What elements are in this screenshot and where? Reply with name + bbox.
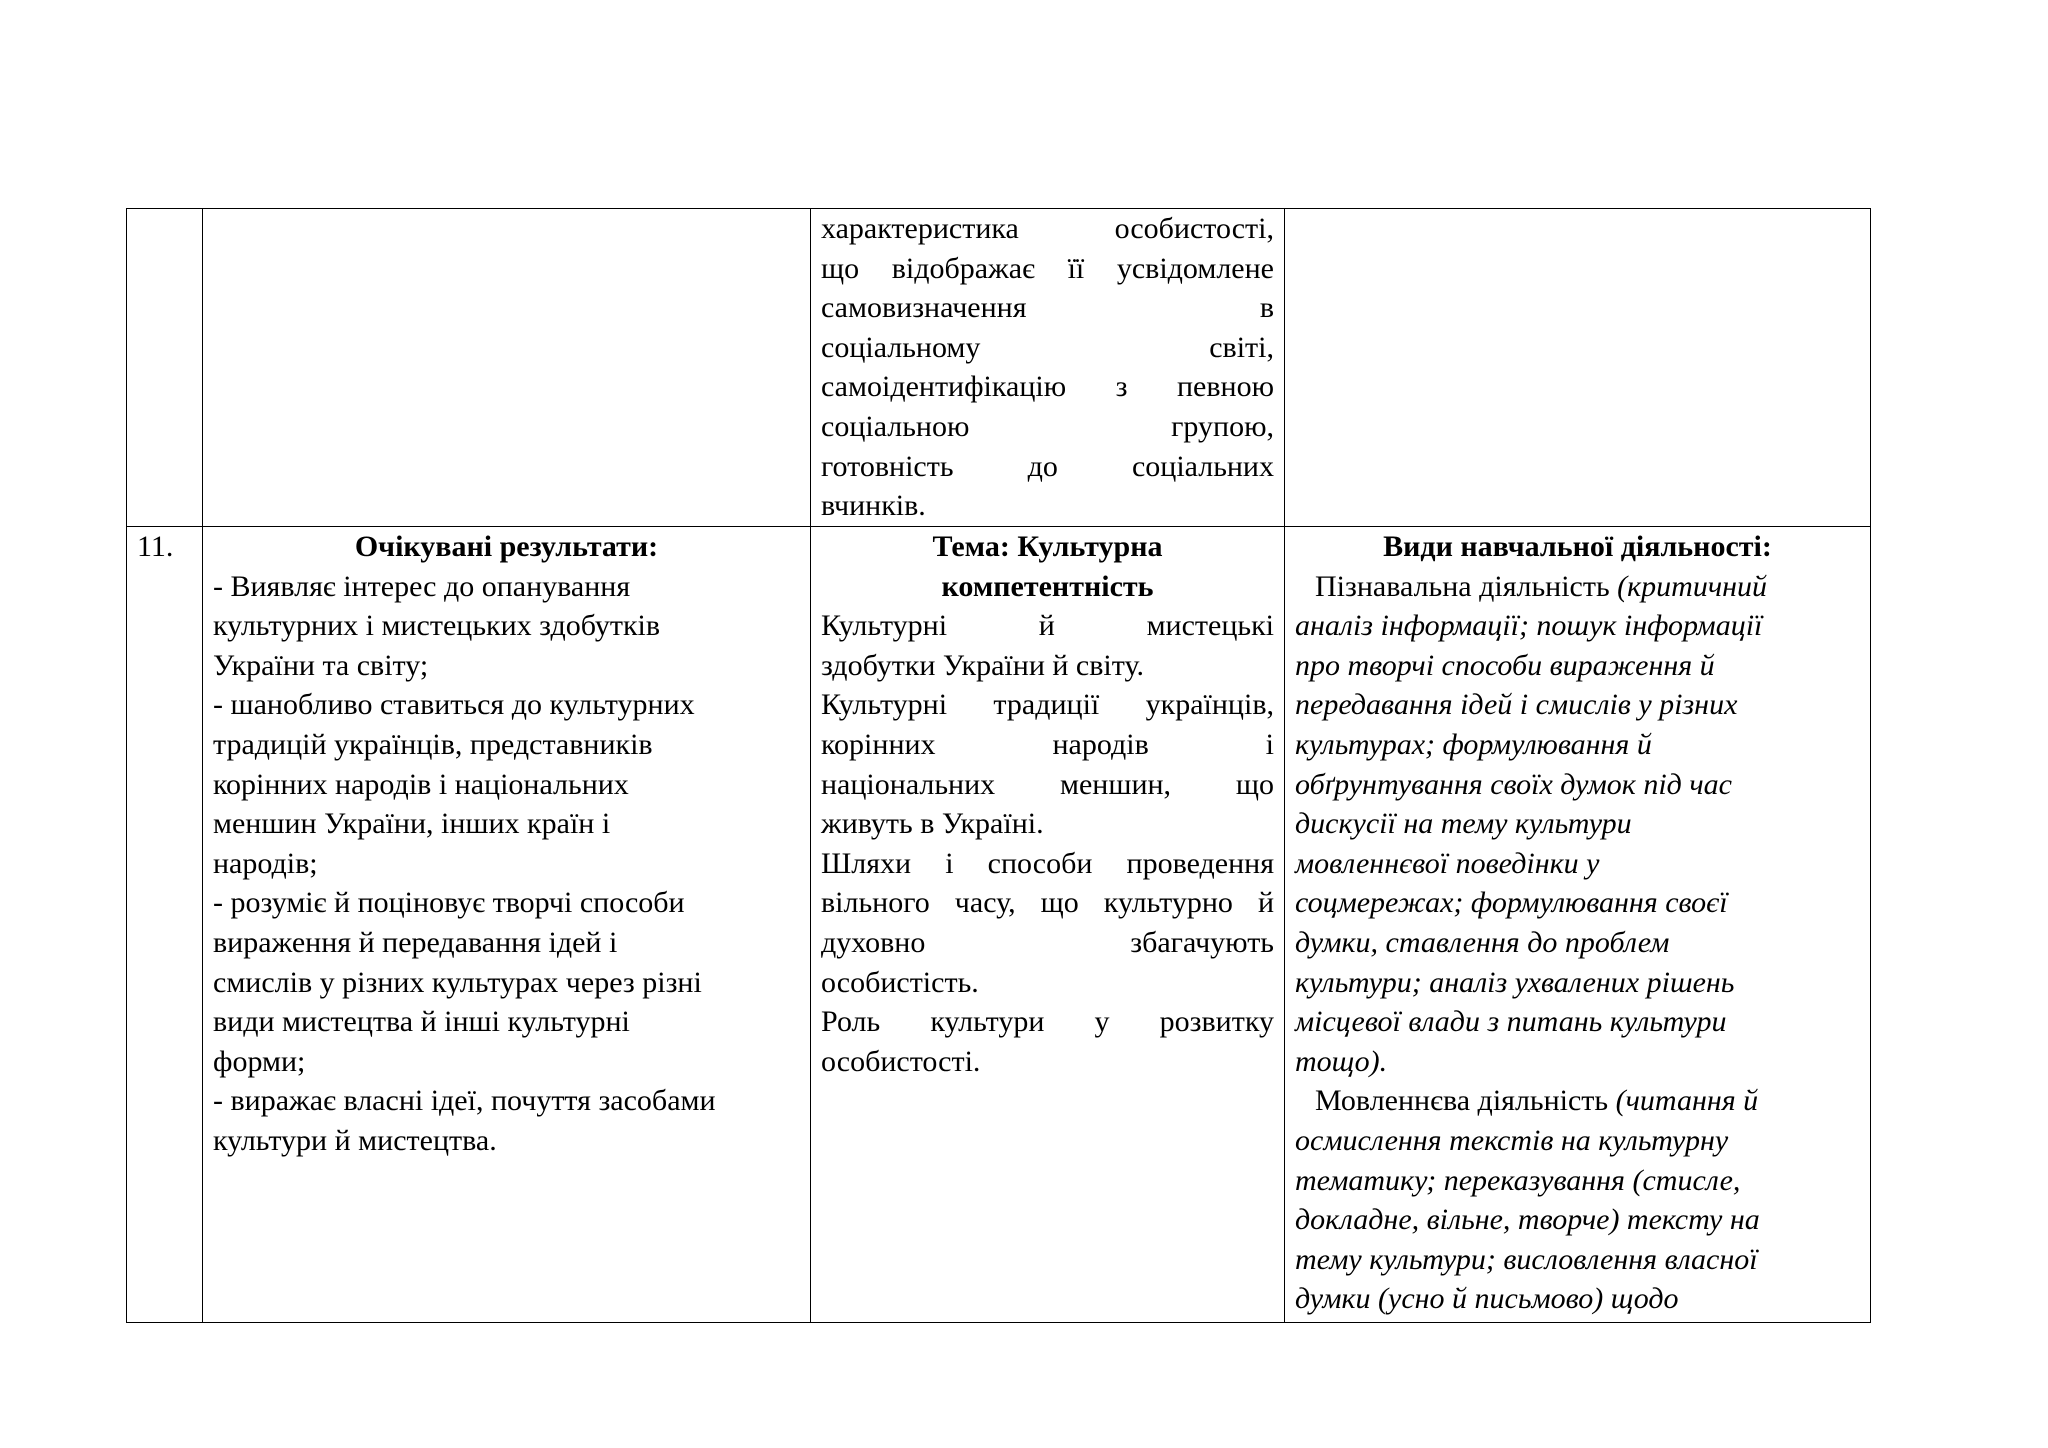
topic-line: корінних народів і <box>821 727 1274 761</box>
table-row-11 <box>127 527 1871 1323</box>
topic-line: характеристика особистості, <box>821 212 1274 245</box>
table-row-continuation <box>127 209 1871 527</box>
activities-cell <box>1285 527 1871 1323</box>
topic-heading-line1: Тема: Культурна <box>932 530 1163 563</box>
activities-italic: (читання й <box>1615 1084 1759 1118</box>
speech-activity-label: Мовленнєва діяльність <box>1315 1084 1609 1118</box>
topic-line: здобутки України й світу. <box>821 648 1144 682</box>
cognitive-activity-label: Пізнавальна діяльність <box>1315 569 1610 603</box>
activities-line: культури; аналіз ухвалених рішень <box>1295 965 1735 999</box>
activities-line <box>1295 567 1860 607</box>
results-line: - розуміє й поціновує творчі способи <box>213 886 685 920</box>
results-line: народів; <box>213 846 318 880</box>
topic-line: живуть в Україні. <box>821 807 1044 841</box>
activities-line: соцмережах; формулювання своєї <box>1295 886 1728 920</box>
results-line: традицій українців, представників <box>213 727 653 761</box>
number-cell-empty <box>127 209 203 527</box>
results-line: - виражає власні ідеї, почуття засобами <box>213 1084 716 1118</box>
activities-line: думки, ставлення до проблем <box>1295 925 1670 959</box>
curriculum-table <box>126 208 1871 1323</box>
activities-line: думки (усно й письмово) щодо <box>1295 1282 1679 1316</box>
activities-line: дискусії на тему культури <box>1295 807 1632 841</box>
topic-line: Культурні й мистецькі <box>821 609 1274 643</box>
activities-italic: (критичний <box>1617 569 1768 603</box>
topic-line: соціальною групою, <box>821 409 1274 443</box>
activities-heading: Види навчальної діяльності: <box>1383 530 1772 563</box>
topic-cell-continuation <box>811 209 1285 527</box>
topic-line: Культурні традиції українців, <box>821 688 1274 722</box>
results-line: - шанобливо ставиться до культурних <box>213 688 695 722</box>
topic-line: особистості. <box>821 1044 981 1078</box>
activities-line: осмислення текстів на культурну <box>1295 1123 1729 1157</box>
activities-line: культурах; формулювання й <box>1295 727 1652 761</box>
results-line: корінних народів і національних <box>213 767 629 801</box>
activities-line: місцевої влади з питань культури <box>1295 1005 1727 1039</box>
topic-line: соціальному світі, <box>821 330 1274 364</box>
topic-line: готовність до соціальних <box>821 449 1274 483</box>
activities-line: тематику; переказування (стисле, <box>1295 1163 1741 1197</box>
topic-heading-line2: компетентність <box>941 569 1154 603</box>
activities-line: тему культури; висловлення власної <box>1295 1242 1758 1276</box>
activities-line <box>1295 1081 1860 1121</box>
results-line: види мистецтва й інші культурні <box>213 1005 630 1039</box>
results-cell <box>203 527 811 1323</box>
topic-line: самовизначення в <box>821 291 1274 325</box>
topic-line: духовно збагачують <box>821 925 1274 959</box>
row-number: 11. <box>127 527 203 1323</box>
activities-line: передавання ідей і смислів у різних <box>1295 688 1738 722</box>
topic-line: національних меншин, що <box>821 767 1274 801</box>
activities-line: тощо). <box>1295 1044 1388 1078</box>
activities-line: аналіз інформації; пошук інформації <box>1295 609 1763 643</box>
results-line: культурних і мистецьких здобутків <box>213 609 661 643</box>
topic-cell <box>811 527 1285 1323</box>
topic-line: самоідентифікацію з певною <box>821 370 1274 404</box>
topic-line: що відображає її усвідомлене <box>821 251 1274 285</box>
results-line: вираження й передавання ідей і <box>213 925 618 959</box>
results-line: України та світу; <box>213 648 429 682</box>
topic-line: вчинків. <box>821 489 926 523</box>
results-line: меншин України, інших країн і <box>213 807 611 841</box>
topic-line: вільного часу, що культурно й <box>821 886 1274 920</box>
results-line: форми; <box>213 1044 306 1078</box>
topic-line: Роль культури у розвитку <box>821 1005 1274 1039</box>
results-line: - Виявляє інтерес до опанування <box>213 569 631 603</box>
results-line: смислів у різних культурах через різні <box>213 965 702 999</box>
activities-cell-empty <box>1285 209 1871 527</box>
results-line: культури й мистецтва. <box>213 1123 497 1157</box>
topic-line: Шляхи і способи проведення <box>821 846 1274 880</box>
activities-line: обґрунтування своїх думок під час <box>1295 767 1732 801</box>
results-heading: Очікувані результати: <box>354 530 659 563</box>
activities-line: про творчі способи вираження й <box>1295 648 1715 682</box>
activities-line: мовленнєвої поведінки у <box>1295 846 1600 880</box>
topic-line: особистість. <box>821 965 979 999</box>
results-cell-empty <box>203 209 811 527</box>
activities-line: докладне, вільне, творче) тексту на <box>1295 1203 1760 1237</box>
